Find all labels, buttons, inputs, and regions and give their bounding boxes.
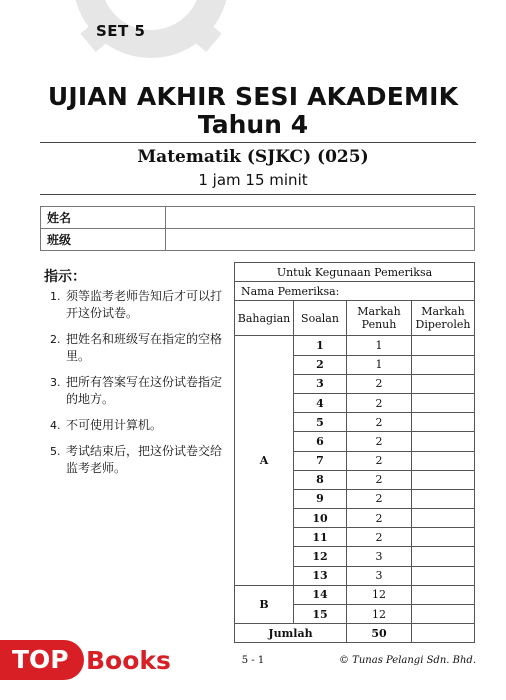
page-number: 5 - 1: [241, 655, 265, 666]
question-number: 7: [294, 451, 347, 470]
total-marks-obtained-cell[interactable]: [412, 624, 475, 643]
instruction-number: 3.: [50, 376, 61, 389]
marks-obtained-cell[interactable]: [412, 605, 475, 624]
question-number: 10: [294, 509, 347, 528]
marks-obtained-cell[interactable]: [412, 489, 475, 508]
full-marks: 3: [347, 547, 412, 566]
table-row: [235, 585, 475, 604]
class-field[interactable]: [166, 229, 475, 251]
question-number: 14: [294, 585, 347, 604]
exam-title: UJIAN AKHIR SESI AKADEMIK: [47, 82, 459, 111]
marks-obtained-cell[interactable]: [412, 509, 475, 528]
marks-obtained-cell[interactable]: [412, 566, 475, 585]
instruction-number: 1.: [50, 290, 61, 303]
marks-obtained-cell[interactable]: [412, 393, 475, 412]
full-marks: 2: [347, 374, 412, 393]
name-label: 姓名: [41, 207, 166, 229]
table-row: [235, 336, 475, 355]
instruction-item: [44, 331, 224, 365]
exam-subject: Matematik (SJKC) (025): [137, 147, 369, 167]
instruction-number: 5.: [50, 445, 61, 458]
instruction-item: [44, 417, 224, 434]
full-marks: 2: [347, 470, 412, 489]
question-number: 13: [294, 566, 347, 585]
marks-obtained-cell[interactable]: [412, 470, 475, 489]
instructions-heading: 指示：: [44, 269, 86, 285]
instruction-text: 须等监考老师告知后才可以打开这份试卷。: [66, 289, 223, 320]
copyright-text: © Tunas Pelangi Sdn. Bhd.: [339, 655, 476, 666]
question-number: 5: [294, 413, 347, 432]
full-marks: 3: [347, 566, 412, 585]
marks-obtained-cell[interactable]: [412, 528, 475, 547]
question-number: 15: [294, 605, 347, 624]
marks-obtained-cell[interactable]: [412, 336, 475, 355]
question-number: 8: [294, 470, 347, 489]
marks-obtained-cell[interactable]: [412, 547, 475, 566]
full-marks: 12: [347, 605, 412, 624]
col-header-bahagian: Bahagian: [235, 301, 294, 336]
logo-top-text: TOP: [0, 640, 84, 680]
question-number: 2: [294, 355, 347, 374]
question-number: 9: [294, 489, 347, 508]
name-field[interactable]: [166, 207, 475, 229]
divider-bottom: [40, 194, 476, 195]
question-number: 12: [294, 547, 347, 566]
instruction-text: 考试结束后，把这份试卷交给监考老师。: [66, 444, 223, 475]
examiner-table: [234, 262, 475, 643]
full-marks: 2: [347, 393, 412, 412]
instruction-text: 不可使用计算机。: [66, 418, 163, 432]
instructions-list: [44, 288, 224, 486]
instruction-item: [44, 288, 224, 322]
examiner-name-field[interactable]: Nama Pemeriksa:: [235, 282, 475, 301]
total-full-marks: 50: [347, 624, 412, 643]
gear-decoration: [46, 0, 256, 60]
question-number: 3: [294, 374, 347, 393]
col-header-markah-diperoleh: Markah Diperoleh: [412, 301, 475, 336]
full-marks: 12: [347, 585, 412, 604]
class-row: [41, 229, 475, 251]
section-a-label: A: [235, 336, 294, 585]
marks-obtained-cell[interactable]: [412, 374, 475, 393]
marks-obtained-cell[interactable]: [412, 432, 475, 451]
examiner-table-title: Untuk Kegunaan Pemeriksa: [235, 263, 475, 282]
marks-obtained-cell[interactable]: [412, 355, 475, 374]
exam-year: Tahun 4: [197, 110, 309, 139]
instruction-item: [44, 374, 224, 408]
full-marks: 2: [347, 432, 412, 451]
exam-duration: 1 jam 15 minit: [198, 171, 308, 189]
instruction-text: 把所有答案写在这份试卷指定的地方。: [66, 375, 223, 406]
divider-top: [40, 142, 476, 143]
full-marks: 2: [347, 489, 412, 508]
logo-books-text: Books: [86, 646, 171, 675]
marks-obtained-cell[interactable]: [412, 451, 475, 470]
class-label: 班级: [41, 229, 166, 251]
set-label: SET 5: [96, 22, 146, 40]
question-number: 4: [294, 393, 347, 412]
marks-obtained-cell[interactable]: [412, 413, 475, 432]
full-marks: 2: [347, 528, 412, 547]
full-marks: 2: [347, 451, 412, 470]
marks-obtained-cell[interactable]: [412, 585, 475, 604]
total-row: [235, 624, 475, 643]
question-number: 11: [294, 528, 347, 547]
full-marks: 2: [347, 509, 412, 528]
full-marks: 1: [347, 355, 412, 374]
instruction-text: 把姓名和班级写在指定的空格里。: [66, 332, 223, 363]
full-marks: 1: [347, 336, 412, 355]
instruction-item: [44, 443, 224, 477]
total-label: Jumlah: [235, 624, 347, 643]
question-number: 6: [294, 432, 347, 451]
instruction-number: 4.: [50, 419, 61, 432]
instruction-number: 2.: [50, 333, 61, 346]
col-header-markah-penuh: Markah Penuh: [347, 301, 412, 336]
student-id-table: [40, 206, 475, 251]
full-marks: 2: [347, 413, 412, 432]
col-header-soalan: Soalan: [294, 301, 347, 336]
section-b-label: B: [235, 585, 294, 623]
name-row: [41, 207, 475, 229]
question-number: 1: [294, 336, 347, 355]
